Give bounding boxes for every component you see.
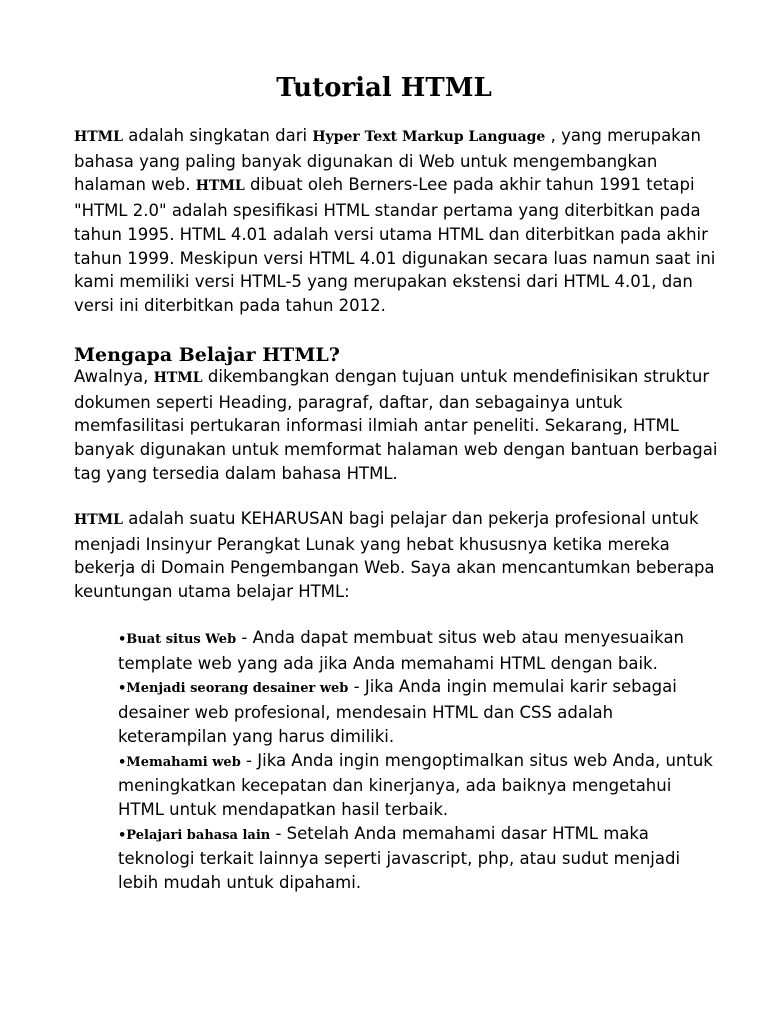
- paragraph-text: adalah singkatan dari: [123, 126, 313, 145]
- list-item: [118, 626, 718, 675]
- list-item: [118, 822, 718, 895]
- paragraph-text: , yang merupakan bahasa yang paling banyak digunakan di Web untuk mengembangkan halaman web.: [74, 126, 702, 195]
- intro-paragraph: [74, 124, 724, 318]
- paragraph-text: dikembangkan dengan tujuan untuk mendefinisikan struktur dokumen seperti Heading, paragraf, daftar, dan sebagainya untuk memfasilitasi pertukaran informasi ilmiah antar peneliti. Sekarang, HTML banyak digunakan untuk memformat halaman web dengan bantuan berbagai tag yang tersedia dalam bahasa HTML.: [74, 367, 718, 483]
- bold-term: HTML: [74, 512, 123, 528]
- list-item: [118, 675, 718, 748]
- bold-term: HTML: [195, 178, 245, 195]
- section-heading: Mengapa Belajar HTML?: [74, 344, 340, 366]
- paragraph-text: adalah suatu KEHARUSAN bagi pelajar dan pekerja profesional untuk menjadi Insinyur Perangkat Lunak yang hebat khususnya ketika mereka bekerja di Domain Pengembangan Web. Saya akan mencantumkan beberapa keuntungan utama belajar HTML:: [74, 509, 715, 602]
- list-item-text: - Jika Anda ingin memulai karir sebagai desainer web profesional, mendesain HTML dan CSS adalah keterampilan yang harus dimiliki.: [118, 677, 677, 746]
- bold-term: HTML: [74, 129, 123, 145]
- list-item-label: •Buat situs Web: [118, 632, 237, 647]
- why-paragraph: [74, 365, 724, 486]
- paragraph-text: Awalnya,: [74, 367, 154, 386]
- page-title: Tutorial HTML: [276, 73, 492, 103]
- list-item-label: •Menjadi seorang desainer web: [118, 681, 349, 697]
- list-item-text: - Anda dapat membuat situs web atau menyesuaikan template web yang ada jika Anda memahami HTML dengan baik.: [118, 628, 685, 673]
- bold-term: Hyper Text Markup Language: [312, 129, 546, 145]
- list-item-label: •Memahami web: [118, 754, 241, 770]
- list-item-text: - Setelah Anda memahami dasar HTML maka teknologi terkait lainnya seperti javascript, php, atau sudut menjadi lebih mudah untuk dipahami.: [118, 823, 681, 893]
- list-item-label: •Pelajari bahasa lain: [118, 827, 271, 843]
- list-item-text: - Jika Anda ingin mengoptimalkan situs web Anda, untuk meningkatkan kecepatan dan kinerjanya, ada baiknya mengetahui HTML untuk mendapatkan hasil terbaik.: [118, 750, 713, 819]
- list-item: [118, 749, 718, 822]
- bold-term: HTML: [153, 370, 203, 386]
- benefit-list: [118, 626, 718, 895]
- paragraph-text: dibuat oleh Berners-Lee pada akhir tahun 1991 tetapi "HTML 2.0" adalah spesifikasi HTML standar pertama yang diterbitkan pada tahun 1995. HTML 4.01 adalah versi utama HTML dan diterbitkan pada akhir tahun 1999. Meskipun versi HTML 4.01 digunakan secara luas namun saat ini kami memiliki versi HTML-5 yang merupakan ekstensi dari HTML 4.01, dan versi ini diterbitkan pada tahun 2012.: [74, 175, 716, 315]
- benefits-intro-paragraph: [74, 507, 724, 604]
